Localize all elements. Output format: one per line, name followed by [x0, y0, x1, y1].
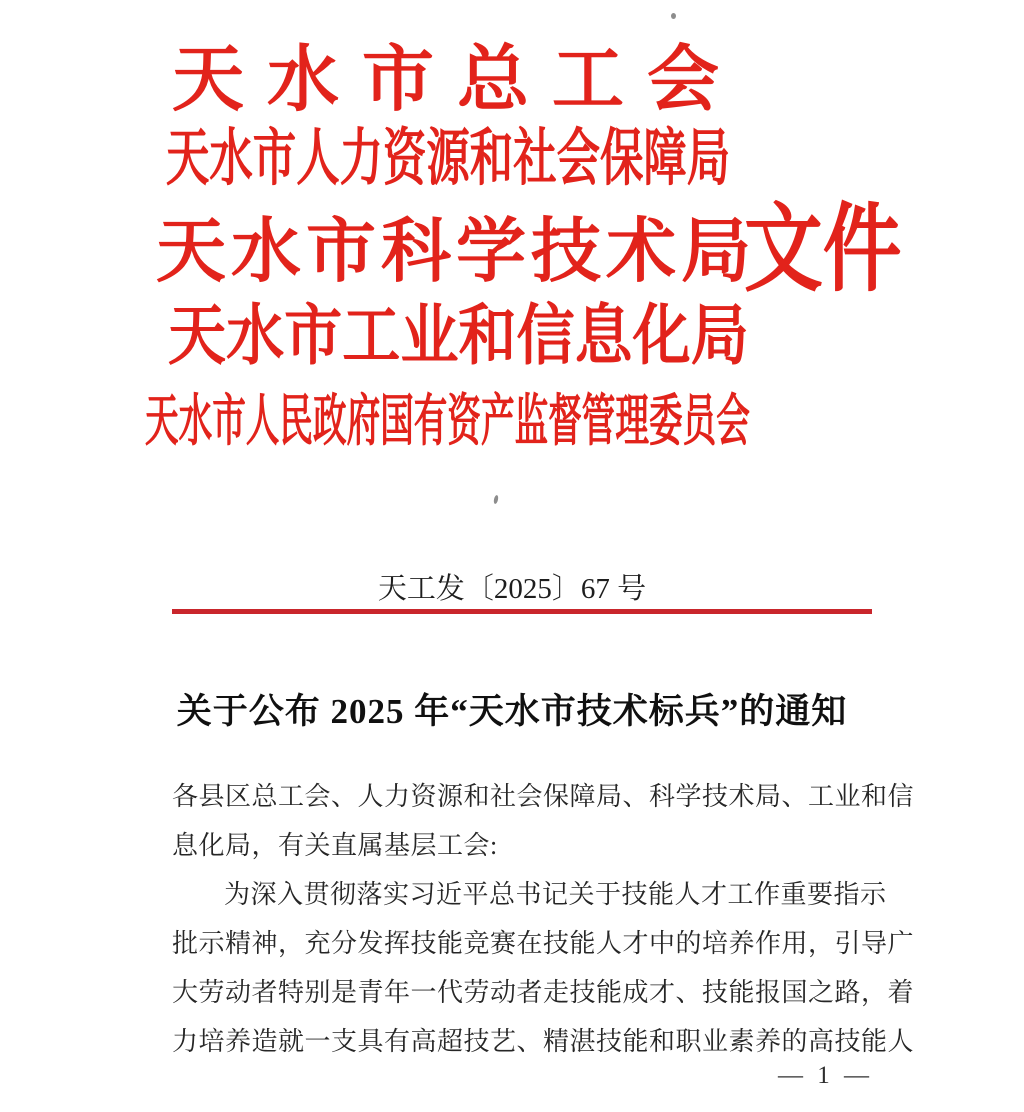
scan-speck: [493, 495, 499, 505]
red-separator-line: [172, 609, 872, 614]
org-name-human-resources-bureau: 天水市人力资源和社会保障局: [166, 125, 731, 193]
body-line: 为深入贯彻落实习近平总书记关于技能人才工作重要指示: [224, 880, 887, 909]
page-number: — 1 —: [778, 1062, 873, 1089]
body-line: 息化局，有关直属基层工会:: [172, 831, 498, 860]
doc-type-suffix: 文件: [744, 196, 902, 303]
org-name-science-technology-bureau: 天水市科学技术局: [156, 214, 756, 291]
org-name-sasac-commission: 天水市人民政府国有资产监督管理委员会: [145, 391, 750, 453]
body-line: 批示精神，充分发挥技能竞赛在技能人才中的培养作用，引导广: [172, 929, 915, 958]
body-line: 大劳动者特别是青年一代劳动者走技能成才、技能报国之路，着: [172, 978, 915, 1007]
org-name-federation-of-trade-unions: 天水市总工会: [172, 40, 743, 120]
scan-speck: [671, 13, 676, 19]
body-line: 力培养造就一支具有高超技艺、精湛技能和职业素养的高技能人: [172, 1027, 915, 1056]
document-title: 关于公布 2025 年“天水市技术标兵”的通知: [176, 692, 848, 731]
org-name-industry-information-bureau: 天水市工业和信息化局: [168, 300, 749, 373]
document-body: [172, 772, 915, 1066]
document-number: 天工发〔2025〕67 号: [377, 573, 647, 605]
body-line: 各县区总工会、人力资源和社会保障局、科学技术局、工业和信: [172, 782, 915, 811]
